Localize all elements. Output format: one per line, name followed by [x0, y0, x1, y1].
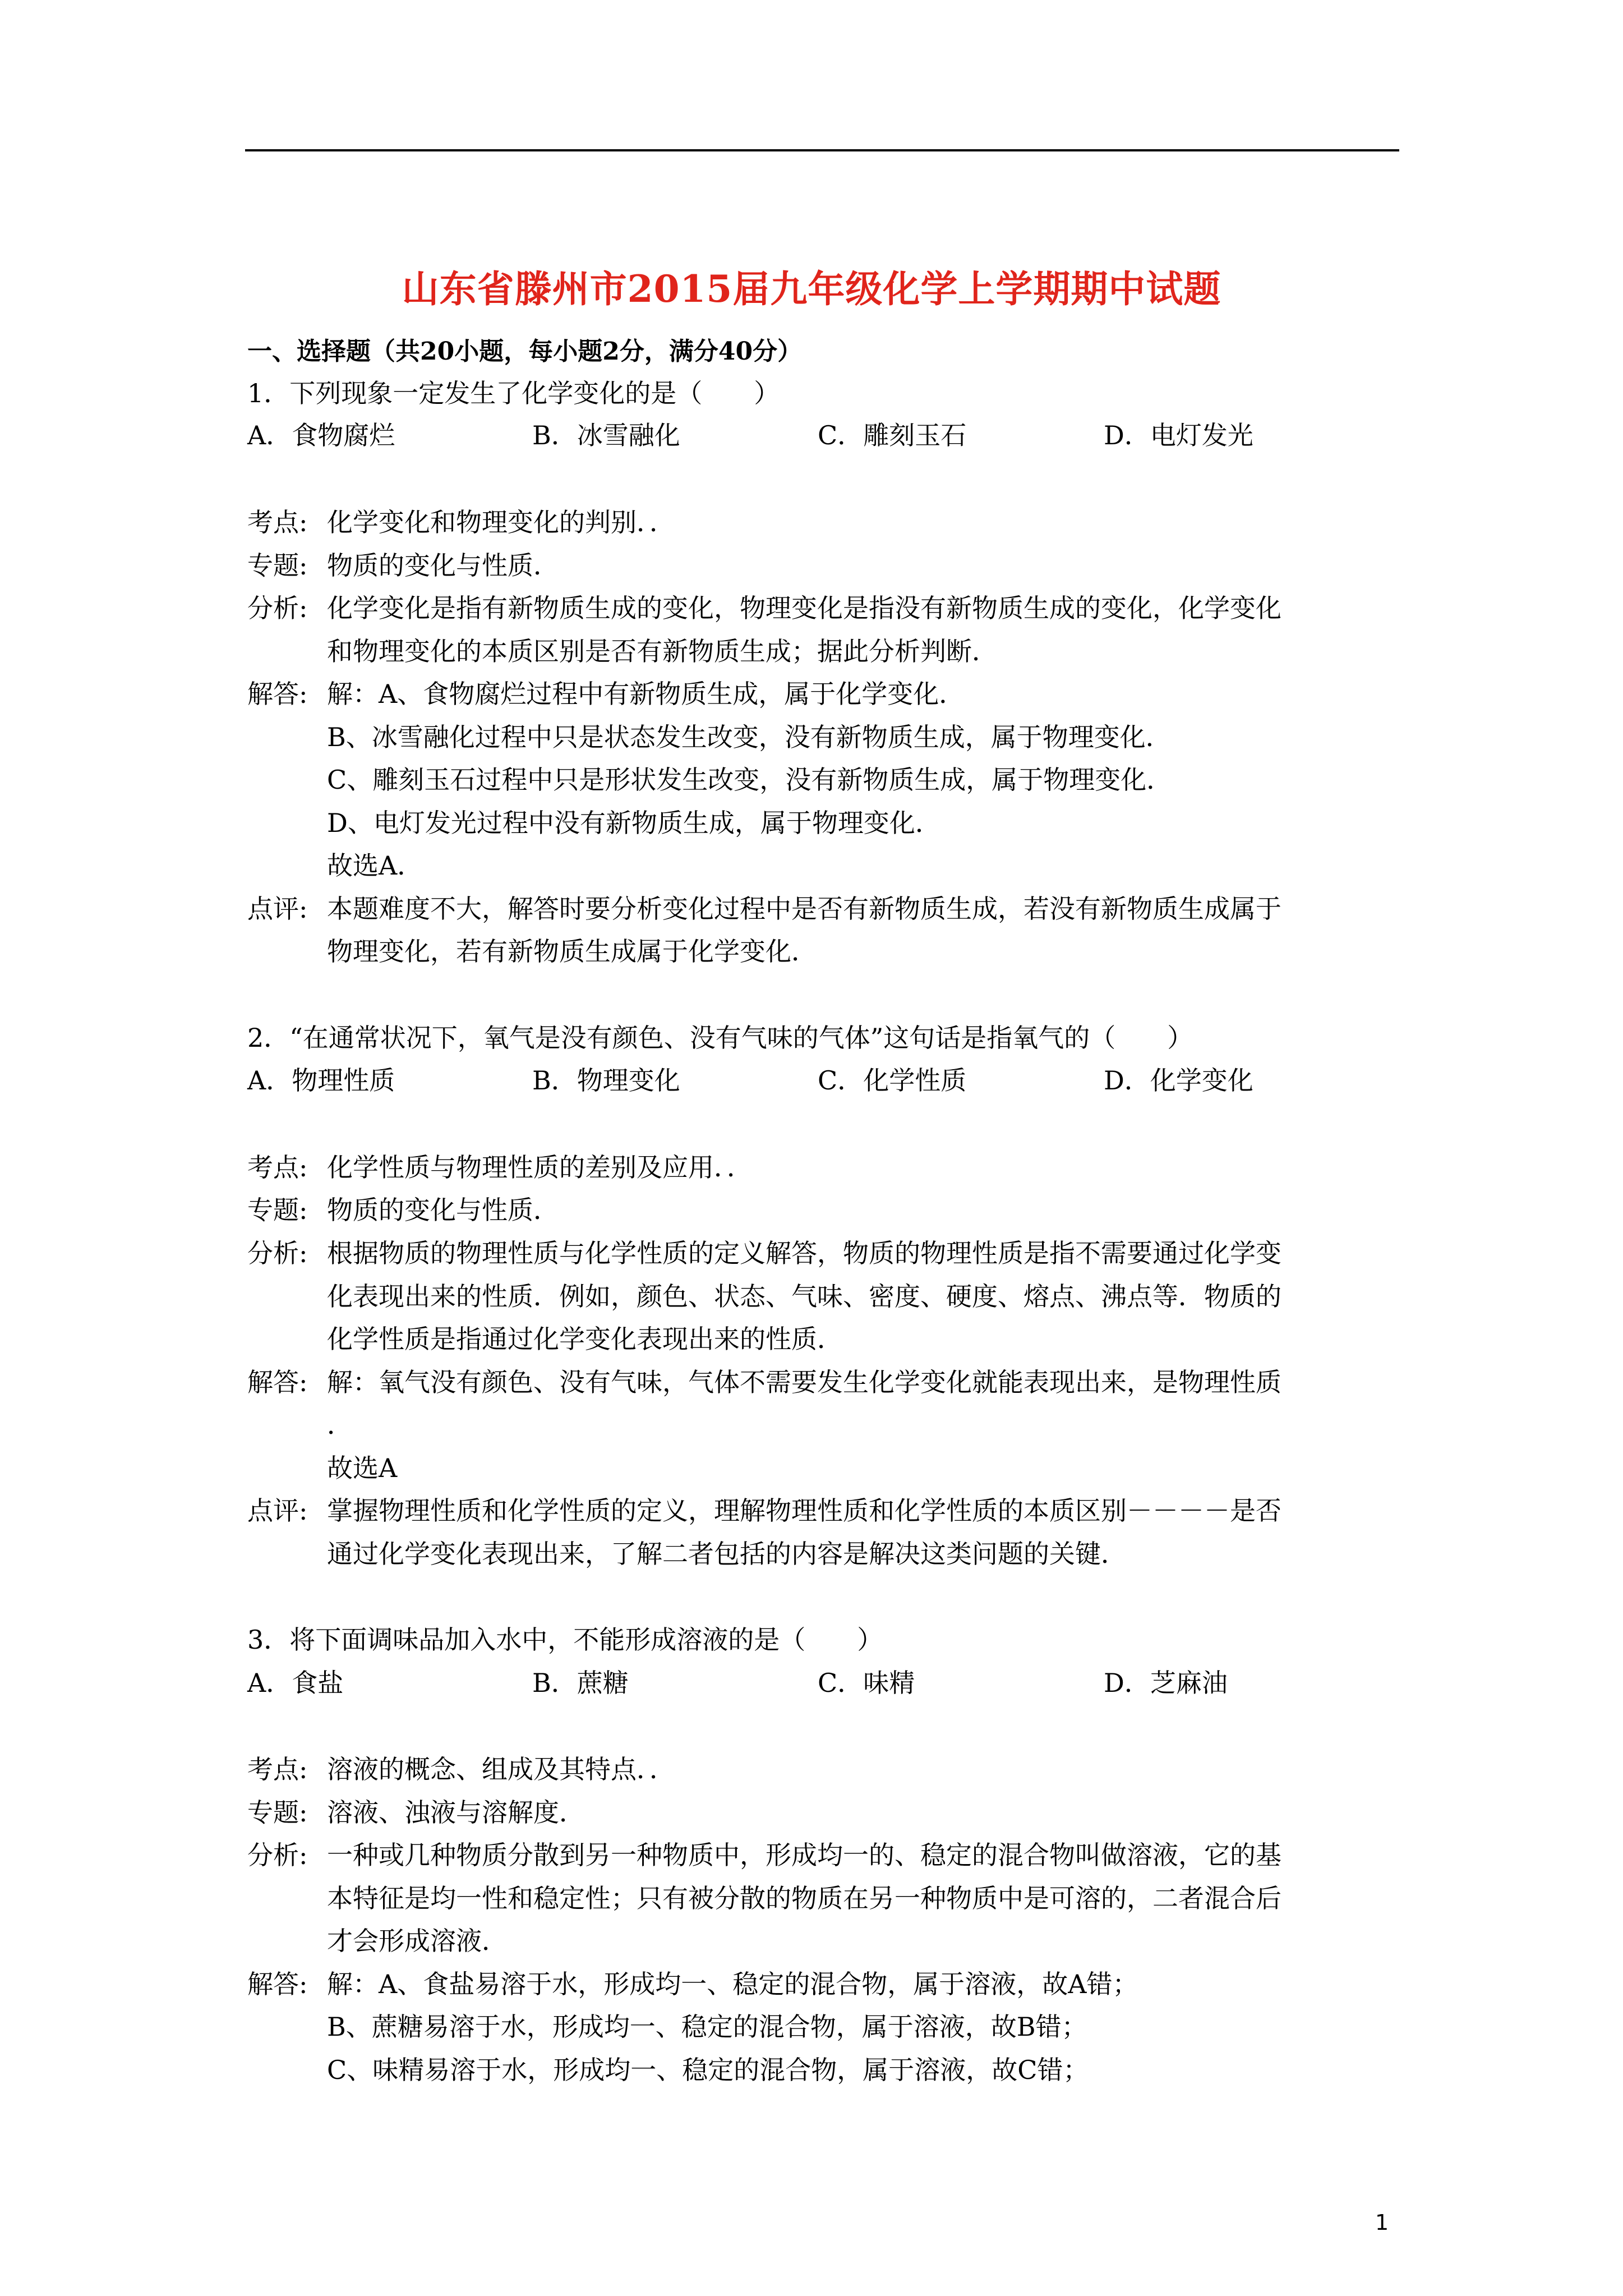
q3-zhuanti-label: 专题:	[247, 1797, 308, 1828]
q1-jieda-line-3: C、雕刻玉石过程中只是形状发生改变，没有新物质生成，属于物理变化．	[327, 765, 1173, 795]
question-2-option-c: C．化学性质	[818, 1065, 967, 1096]
q3-fenxi-label: 分析:	[247, 1840, 308, 1870]
q2-zhuanti-text: 物质的变化与性质．	[327, 1195, 559, 1225]
q1-kaodian-text: 化学变化和物理变化的判别．．	[327, 507, 675, 537]
q1-jieda-label: 解答:	[247, 679, 308, 709]
question-1-option-a: A．食物腐烂	[247, 420, 395, 450]
q2-fenxi-line-2: 化表现出来的性质．例如，颜色、状态、气味、密度、硬度、熔点、沸点等．物质的	[327, 1281, 1281, 1312]
document-title: 山东省滕州市2015届九年级化学上学期期中试题	[402, 267, 1221, 311]
question-1-stem: 1．下列现象一定发生了化学变化的是（ ）	[247, 378, 780, 408]
q1-dianping-line-1: 本题难度不大，解答时要分析变化过程中是否有新物质生成，若没有新物质生成属于	[327, 894, 1281, 924]
question-1-option-c: C．雕刻玉石	[818, 420, 967, 450]
question-3-option-c: C．味精	[818, 1668, 915, 1698]
q3-jieda-line-3: C、味精易溶于水，形成均一、稳定的混合物，属于溶液，故C错；	[327, 2055, 1089, 2085]
q3-kaodian-label: 考点:	[247, 1754, 308, 1784]
q1-zhuanti-text: 物质的变化与性质．	[327, 550, 559, 581]
q3-jieda-label: 解答:	[247, 1969, 308, 1999]
q2-kaodian-text: 化学性质与物理性质的差别及应用．．	[327, 1152, 753, 1182]
header-rule	[245, 149, 1399, 151]
q3-zhuanti-text: 溶液、浊液与溶解度．	[327, 1797, 585, 1828]
question-1-option-d: D．电灯发光	[1104, 420, 1253, 450]
q3-fenxi-line-1: 一种或几种物质分散到另一种物质中，形成均一的、稳定的混合物叫做溶液，它的基	[327, 1840, 1281, 1870]
question-2-option-b: B．物理变化	[532, 1065, 680, 1096]
question-1-option-b: B．冰雪融化	[532, 420, 680, 450]
q3-kaodian-text: 溶液的概念、组成及其特点．．	[327, 1754, 675, 1784]
q3-jieda-line-1: 解：A、食盐易溶于水，形成均一、稳定的混合物，属于溶液，故A错；	[327, 1969, 1138, 1999]
question-2-stem: 2．“在通常状况下，氧气是没有颜色、没有气味的气体”这句话是指氧气的（ ）	[247, 1023, 1193, 1053]
q2-jieda-label: 解答:	[247, 1367, 308, 1397]
q1-jieda-line-5: 故选A．	[327, 850, 423, 881]
question-3-stem: 3．将下面调味品加入水中，不能形成溶液的是（ ）	[247, 1625, 883, 1655]
q2-jieda-line-2: ．	[327, 1410, 353, 1440]
q1-jieda-line-4: D、电灯发光过程中没有新物质生成，属于物理变化．	[327, 808, 941, 838]
q2-fenxi-label: 分析:	[247, 1238, 308, 1268]
q2-fenxi-line-1: 根据物质的物理性质与化学性质的定义解答，物质的物理性质是指不需要通过化学变	[327, 1238, 1281, 1268]
q1-jieda-line-1: 解：A、食物腐烂过程中有新物质生成，属于化学变化．	[327, 679, 965, 709]
q1-zhuanti-label: 专题:	[247, 550, 308, 581]
q2-dianping-line-1: 掌握物理性质和化学性质的定义，理解物理性质和化学性质的本质区别－－－－是否	[327, 1496, 1281, 1526]
question-2-option-d: D．化学变化	[1104, 1065, 1253, 1096]
question-3-option-a: A．食盐	[247, 1668, 344, 1698]
q2-dianping-line-2: 通过化学变化表现出来，了解二者包括的内容是解决这类问题的关键．	[327, 1539, 1127, 1569]
q2-kaodian-label: 考点:	[247, 1152, 308, 1182]
q1-jieda-line-2: B、冰雪融化过程中只是状态发生改变，没有新物质生成，属于物理变化．	[327, 722, 1172, 752]
q2-jieda-line-1: 解：氧气没有颜色、没有气味，气体不需要发生化学变化就能表现出来，是物理性质	[327, 1367, 1281, 1397]
question-3-option-d: D．芝麻油	[1104, 1668, 1228, 1698]
q1-fenxi-line-2: 和物理变化的本质区别是否有新物质生成；据此分析判断．	[327, 636, 998, 666]
q2-dianping-label: 点评:	[247, 1496, 308, 1526]
section-heading: 一、选择题（共20小题，每小题2分，满分40分）	[247, 337, 803, 366]
q2-fenxi-line-3: 化学性质是指通过化学变化表现出来的性质．	[327, 1324, 843, 1354]
q1-dianping-label: 点评:	[247, 894, 308, 924]
q3-jieda-line-2: B、蔗糖易溶于水，形成均一、稳定的混合物，属于溶液，故B错；	[327, 2012, 1087, 2042]
q2-zhuanti-label: 专题:	[247, 1195, 308, 1225]
q1-kaodian-label: 考点:	[247, 507, 308, 537]
q1-dianping-line-2: 物理变化，若有新物质生成属于化学变化．	[327, 936, 817, 967]
q1-fenxi-line-1: 化学变化是指有新物质生成的变化，物理变化是指没有新物质生成的变化，化学变化	[327, 593, 1281, 623]
q2-jieda-line-3: 故选A	[327, 1453, 398, 1483]
question-2-option-a: A．物理性质	[247, 1065, 395, 1096]
q1-fenxi-label: 分析:	[247, 593, 308, 623]
q3-fenxi-line-2: 本特征是均一性和稳定性；只有被分散的物质在另一种物质中是可溶的，二者混合后	[327, 1883, 1281, 1913]
page-number: 1	[1375, 2210, 1389, 2235]
q3-fenxi-line-3: 才会形成溶液．	[327, 1926, 508, 1956]
question-3-option-b: B．蔗糖	[532, 1668, 629, 1698]
